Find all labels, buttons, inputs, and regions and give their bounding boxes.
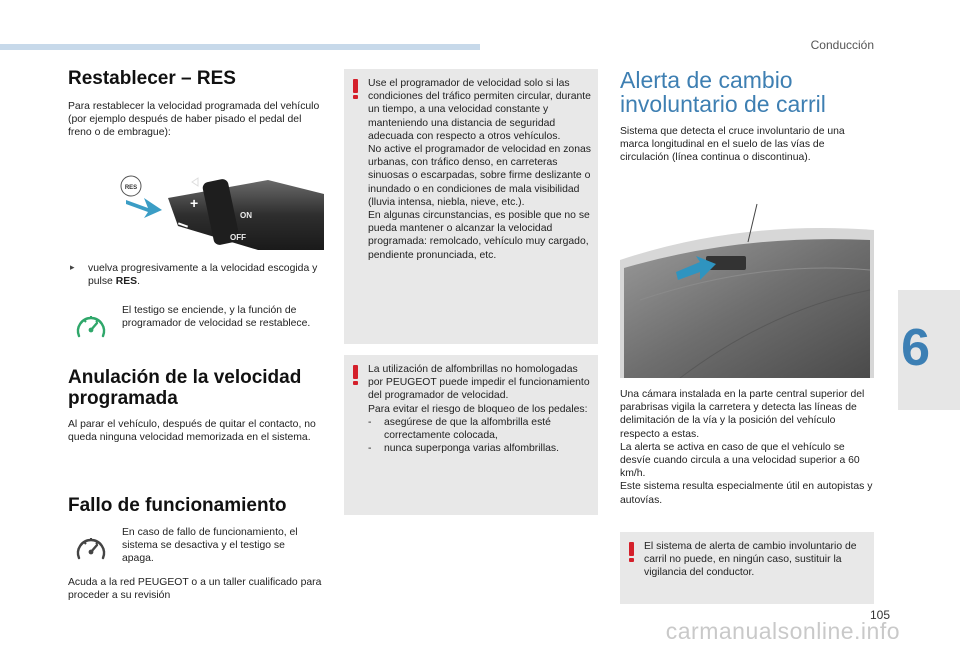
section-label: Conducción <box>810 38 874 52</box>
reset-title: Restablecer – RES <box>68 68 236 89</box>
stalk-res-label: RES <box>124 185 138 191</box>
cruise-control-indicator-icon <box>74 310 108 344</box>
reset-text: Para restablecer la velocidad programada del vehículo (por ejemplo después de haber pisado el pedal del freno o de embrague): <box>68 101 320 139</box>
list-item: - asegúrese de que la alfombrilla esté correctamente colocada, <box>368 416 592 442</box>
reset-indicator-text: El testigo se enciende, y la función de programador de velocidad se restablece. <box>122 305 311 330</box>
windshield-camera-image <box>620 200 874 378</box>
warning-icon <box>353 365 358 384</box>
fault-text: Acuda a la red PEUGEOT o a un taller cualificado para proceder a su revisión <box>68 577 322 602</box>
warning-mats-list <box>368 416 592 456</box>
cancel-text: Al parar el vehículo, después de quitar el contacto, no queda ninguna velocidad memorizada en el sistema. <box>68 419 316 444</box>
lane-alert-title: Alerta de cambio involuntario de carril <box>620 67 826 117</box>
cancel-title: Anulación de la velocidad programada <box>68 367 302 409</box>
warning-cruise-text: Use el programador de velocidad solo si las condiciones del tráfico permiten circular, durante un tiempo, a una velocidad constante y manteniendo una distancia de seguridad adecuada con respecto a otros vehículos. No active el programador de velocidad en zonas urbanas, con tráfico denso, en carreteras sinuosas o escarpadas, sobre firme deslizante o inundado o en condiciones de mala visibilidad (lluvia intensa, niebla, nieve, etc.). En algunas circunstancias, es posible que no se pueda mantener o alcanzar la velocidad programada: remolcado, vehículo muy cargado, pendiente pronunciada, etc. <box>368 78 591 261</box>
stalk-plus-symbol: + <box>190 195 199 211</box>
page-number: 105 <box>869 608 890 622</box>
warning-mats-content <box>368 363 592 455</box>
stalk-on-label: ON <box>240 211 252 220</box>
lane-alert-intro: Sistema que detecta el cruce involuntario de una marca longitudinal en el suelo de las vías de circulación (línea continua o discontinua). <box>620 126 845 164</box>
lane-alert-body: Una cámara instalada en la parte central superior del parabrisas vigila la carretera y detecta las líneas de delimitación de la vía y la posición del vehículo respecto a estas. La alerta se activa en caso de que el vehículo se desvíe cuando circula a una velocidad superior a 60 km/h. Este sistema resulta especialmente útil en autopistas y autovías. <box>620 389 873 506</box>
chapter-number: 6 <box>901 319 930 377</box>
warning-box-lane-alert <box>620 532 874 604</box>
cruise-control-fault-icon <box>74 532 108 566</box>
watermark: carmanualsonline.info <box>665 618 900 644</box>
warning-icon <box>353 79 358 98</box>
warning-box-floor-mats <box>344 355 598 515</box>
fault-title: Fallo de funcionamiento <box>68 495 287 516</box>
warning-icon <box>629 542 634 561</box>
header-bar <box>0 44 480 50</box>
reset-step <box>70 262 324 288</box>
warning-mats-intro: La utilización de alfombrillas no homologadas por PEUGEOT puede impedir el funcionamiento del programador de velocidad. Para evitar el riesgo de bloqueo de los pedales: <box>368 364 590 415</box>
reset-step-text: vuelva progresivamente a la velocidad escogida y pulse RES. <box>88 263 318 288</box>
windshield-illustration <box>620 200 874 378</box>
step-arrow-icon: ▸ <box>70 262 75 272</box>
list-item: - nunca superponga varias alfombrillas. <box>368 442 592 455</box>
stalk-off-label: OFF <box>230 233 246 242</box>
cruise-stalk-image <box>118 168 324 252</box>
warning-lane-text: El sistema de alerta de cambio involuntario de carril no puede, en ningún caso, sustituir la vigilancia del conductor. <box>644 541 857 579</box>
warning-box-cruise-usage <box>344 69 598 344</box>
fault-indicator-text: En caso de fallo de funcionamiento, el sistema se desactiva y el testigo se apaga. <box>122 527 298 565</box>
stalk-illustration <box>118 168 324 252</box>
